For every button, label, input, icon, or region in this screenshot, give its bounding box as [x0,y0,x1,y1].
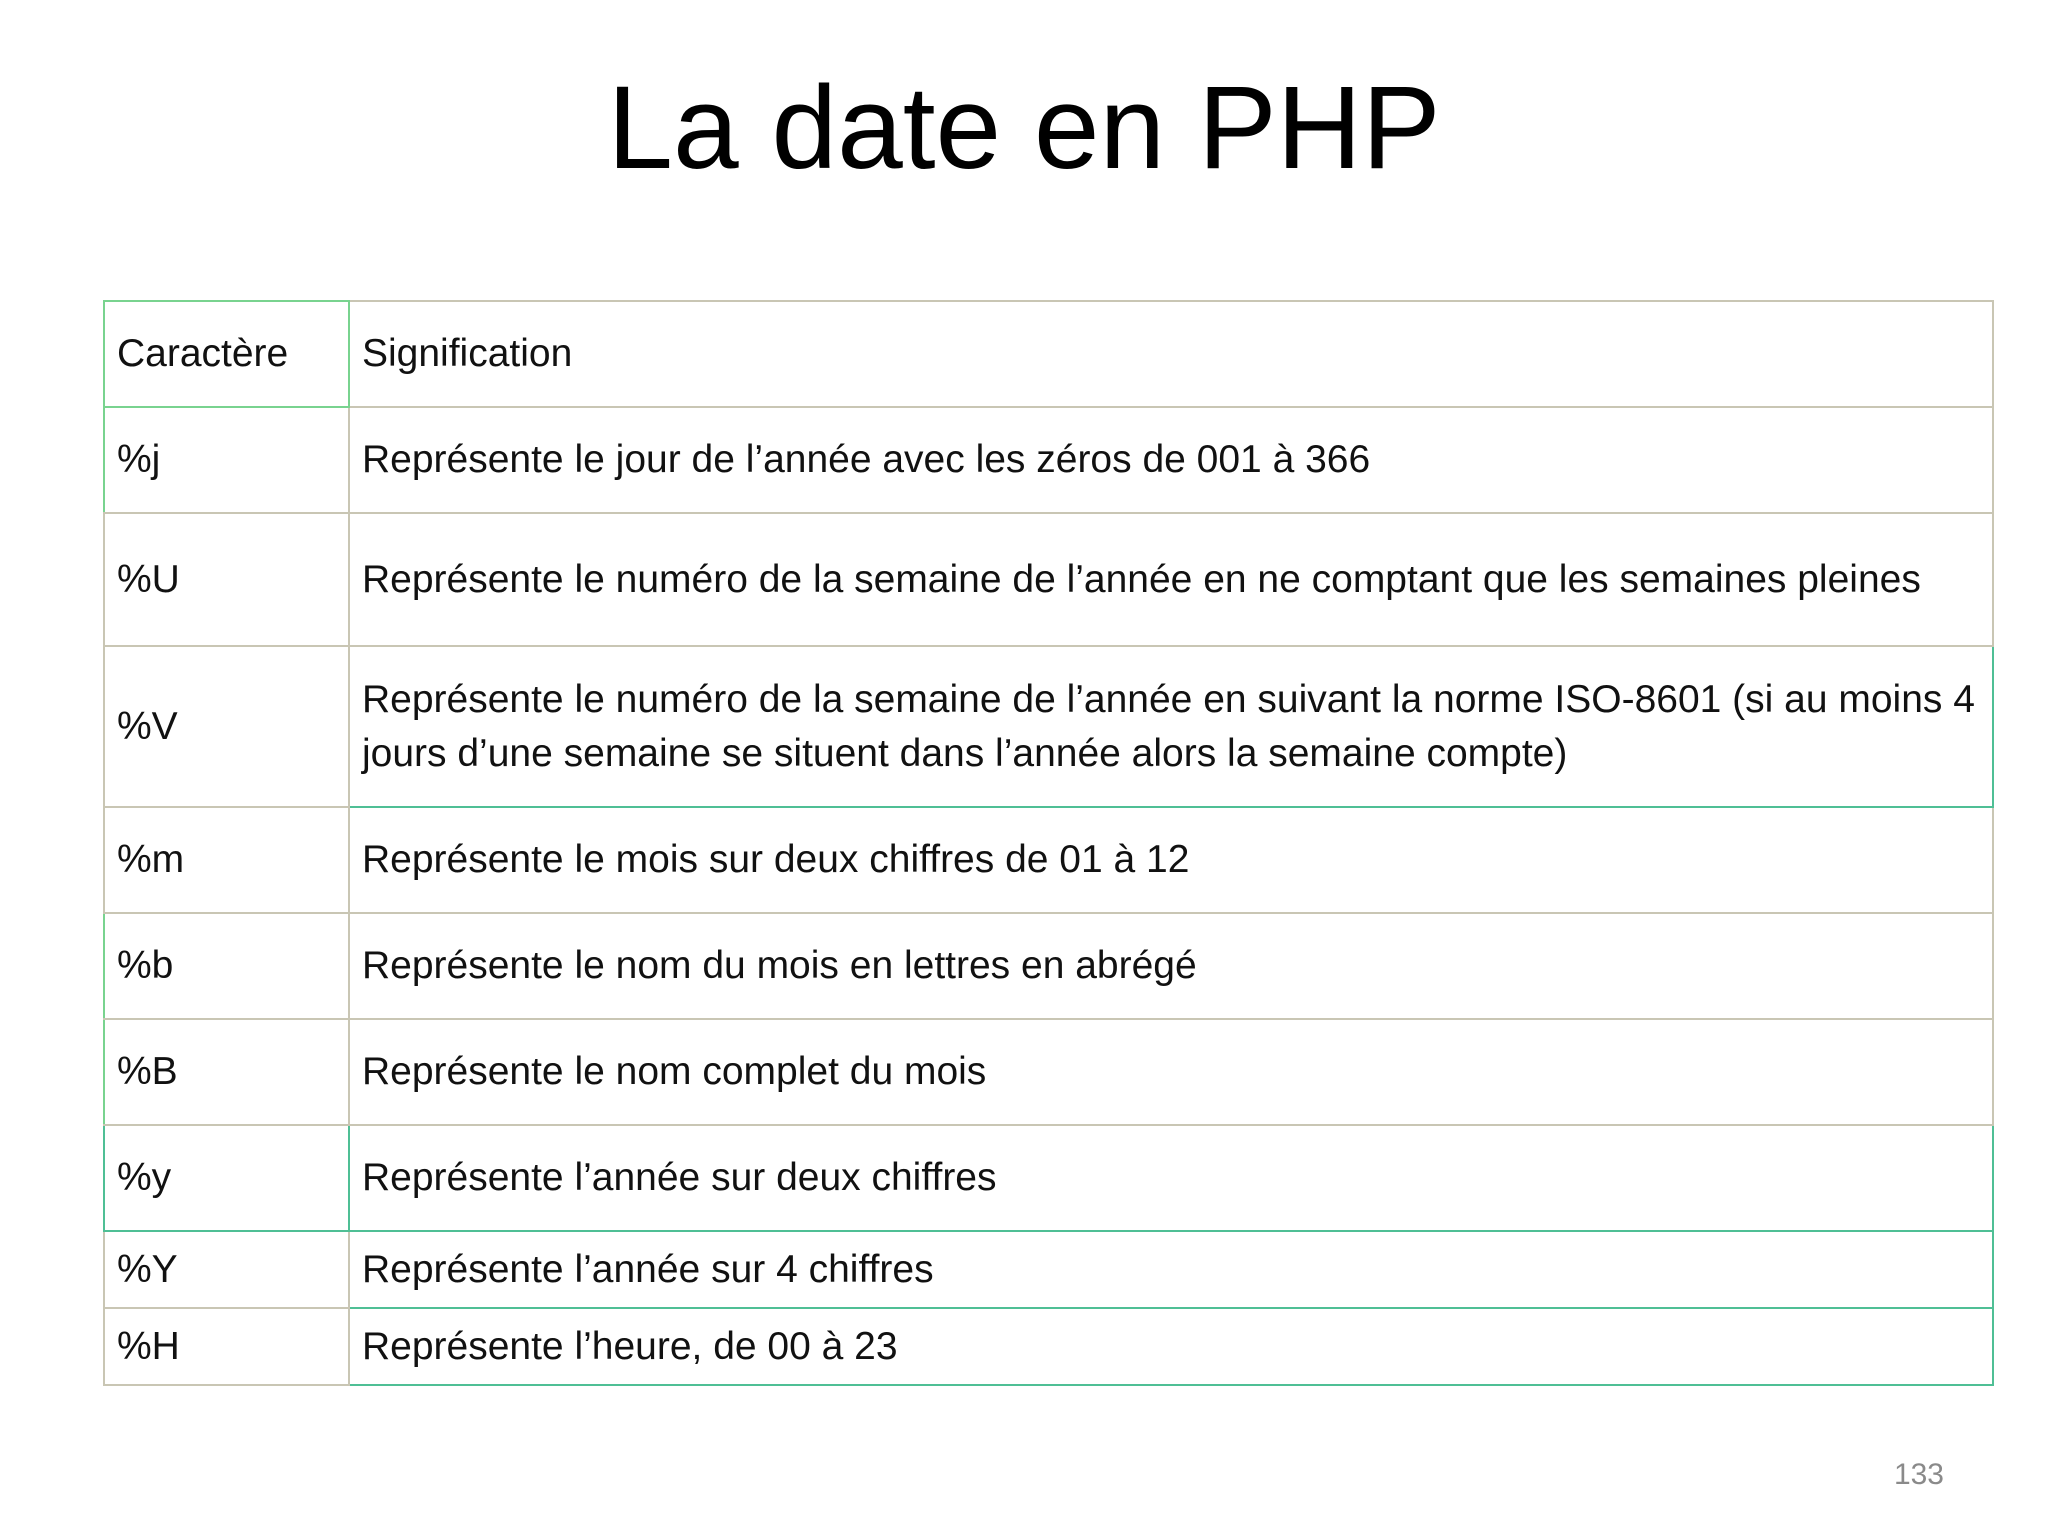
char-cell: %j [104,407,349,513]
table-row [104,1308,1993,1385]
slide-title: La date en PHP [607,62,1441,194]
char-cell: %V [104,646,349,807]
meaning-cell: Représente le numéro de la semaine de l’année en ne comptant que les semaines pleines [349,513,1993,646]
char-cell: %U [104,513,349,646]
meaning-cell: Représente le mois sur deux chiffres de 01 à 12 [349,807,1993,913]
meaning-cell: Représente le jour de l’année avec les zéros de 001 à 366 [349,407,1993,513]
meaning-cell: Représente le numéro de la semaine de l’année en suivant la norme ISO-8601 (si au moins 4 jours d’une semaine se situent dans l’année alors la semaine compte) [349,646,1993,807]
table-row [104,807,1993,913]
table-row [104,1019,1993,1125]
header-cell-character: Caractère [104,301,349,407]
table-row [104,513,1993,646]
table-row [104,913,1993,1019]
char-cell: %m [104,807,349,913]
char-cell: %y [104,1125,349,1231]
char-cell: %B [104,1019,349,1125]
meaning-cell: Représente l’heure, de 00 à 23 [349,1308,1993,1385]
format-characters-table [103,300,1994,1386]
table-row [104,1125,1993,1231]
meaning-cell: Représente le nom du mois en lettres en abrégé [349,913,1993,1019]
table-header-row [104,301,1993,407]
table-row [104,1231,1993,1308]
meaning-cell: Représente le nom complet du mois [349,1019,1993,1125]
meaning-cell: Représente l’année sur 4 chiffres [349,1231,1993,1308]
char-cell: %b [104,913,349,1019]
header-cell-meaning: Signification [349,301,1993,407]
table-row [104,646,1993,807]
page-number: 133 [1893,1458,1944,1491]
char-cell: %Y [104,1231,349,1308]
char-cell: %H [104,1308,349,1385]
meaning-cell: Représente l’année sur deux chiffres [349,1125,1993,1231]
table-row [104,407,1993,513]
